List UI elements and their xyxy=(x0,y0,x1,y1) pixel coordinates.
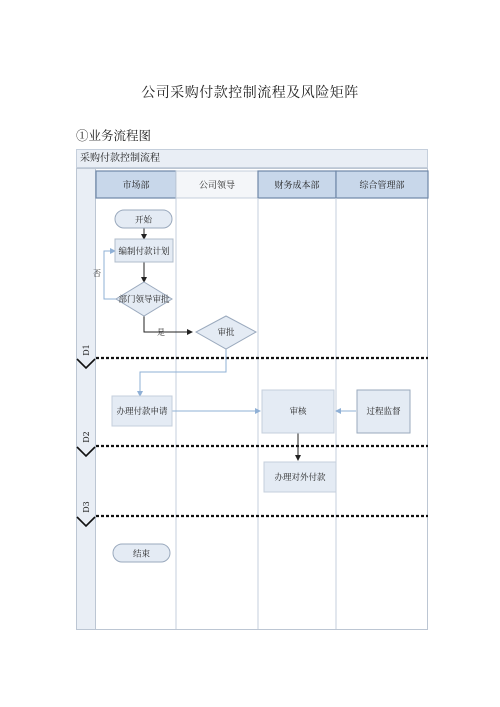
node-end-label: 结束 xyxy=(132,549,151,560)
lane-label-finance: 财务成本部 xyxy=(274,181,320,191)
node-audit-label: 审核 xyxy=(289,407,307,417)
phase-label-d1: D1 xyxy=(82,344,91,356)
document-title: 公司采购付款控制流程及风险矩阵 xyxy=(141,85,359,101)
phase-column xyxy=(77,169,96,630)
flowchart-title: 采购付款控制流程 xyxy=(76,149,428,168)
edge-approve-apply xyxy=(140,349,226,396)
node-monitor-label: 过程监督 xyxy=(366,407,401,417)
lane-label-admin: 综合管理部 xyxy=(359,181,405,191)
edge-label-no: 否 xyxy=(93,269,101,278)
node-approve-label: 审批 xyxy=(217,328,235,338)
phase-label-d3: D3 xyxy=(82,501,91,513)
phase-label-d2: D2 xyxy=(82,431,91,443)
edge-review-plan-no xyxy=(104,251,116,299)
section-title: ①业务流程图 xyxy=(76,128,152,143)
lane-label-market: 市场部 xyxy=(122,181,150,191)
node-plan-label: 编制付款计划 xyxy=(118,247,170,257)
node-apply-label: 办理付款申请 xyxy=(116,407,168,417)
node-dept-review-label: 部门领导审批 xyxy=(118,295,170,305)
node-start-label: 开始 xyxy=(134,215,153,226)
edge-label-yes: 是 xyxy=(157,328,165,337)
node-pay-label: 办理对外付款 xyxy=(274,473,326,483)
lane-label-leader: 公司领导 xyxy=(198,181,236,191)
edge-review-approve-yes xyxy=(144,316,192,332)
